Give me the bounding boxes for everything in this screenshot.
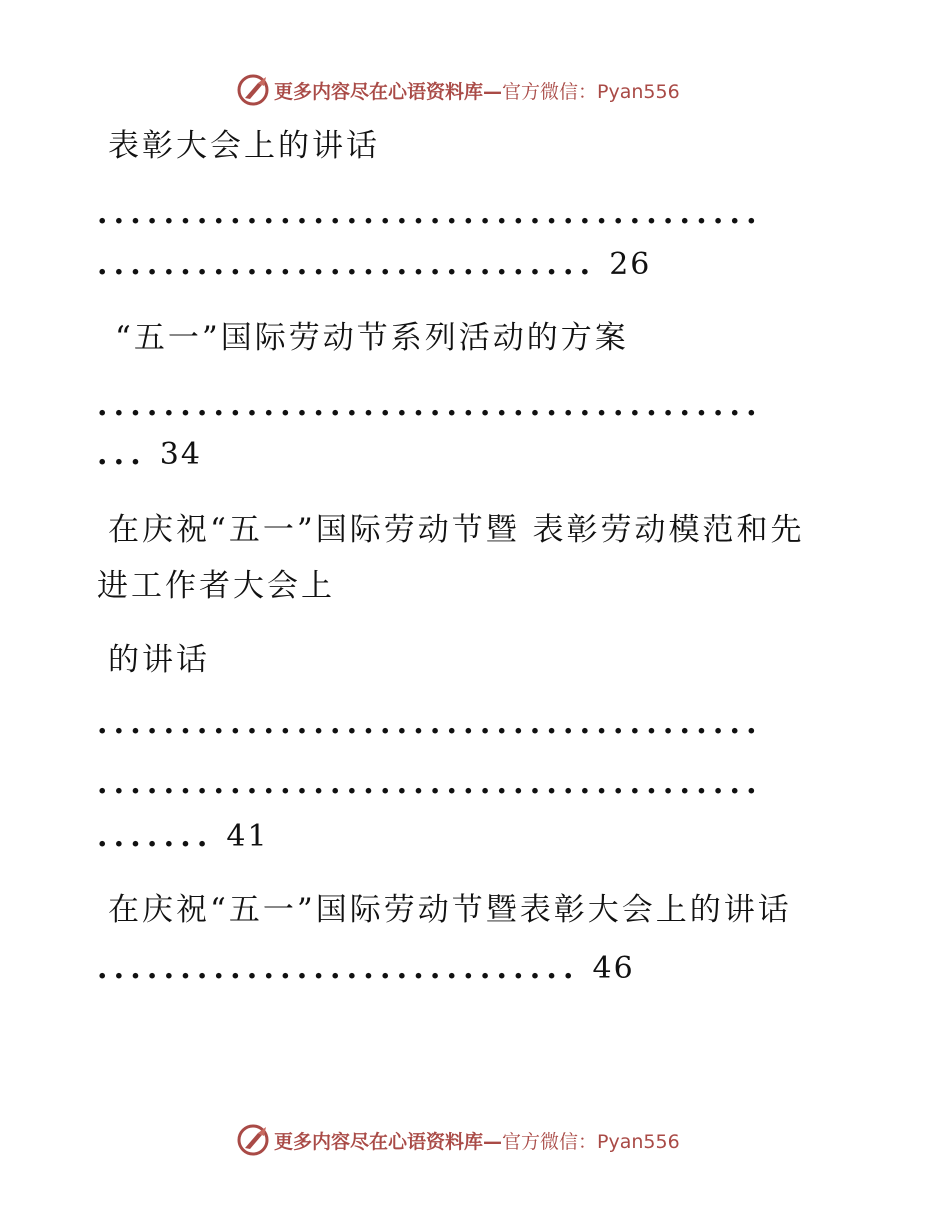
toc-entry-title: 在庆祝“五一”国际劳动节暨表彰大会上的讲话 [108, 892, 792, 928]
toc-page-number: 34 [159, 437, 202, 472]
banner-wechat: 官方微信：Pyan556 [502, 1130, 680, 1153]
toc-page-number: 26 [609, 247, 652, 282]
toc-leader-dots: ........................................ [97, 706, 763, 741]
toc-leader-dots: ........................................ [97, 766, 763, 801]
toc-leader-dots: ... [97, 437, 147, 472]
quill-logo-icon [236, 1123, 270, 1157]
banner-wechat: 官方微信：Pyan556 [502, 80, 680, 103]
header-watermark [236, 72, 680, 108]
toc-entry-title: “五一”国际劳动节系列活动的方案 [115, 320, 629, 356]
banner-text: 更多内容尽在心语资料库— [274, 1130, 503, 1153]
banner-text: 更多内容尽在心语资料库— [274, 80, 503, 103]
toc-leader-dots: ........................................ [97, 388, 763, 423]
toc-leader-line [97, 816, 857, 857]
toc-leader-dots: ........................................ [97, 196, 763, 231]
toc-page-number: 46 [592, 951, 635, 986]
toc-leader-line [97, 948, 857, 989]
toc-leader-line [97, 244, 857, 285]
toc-entry-title: 进工作者大会上 [97, 568, 335, 604]
toc-entry-title: 表彰大会上的讲话 [108, 128, 380, 164]
quill-logo-icon [236, 73, 270, 107]
toc-leader-dots: ....... [97, 819, 214, 854]
toc-entry-title: 的讲话 [108, 642, 210, 678]
toc-leader-dots: ............................. [97, 951, 580, 986]
toc-leader-dots: .............................. [97, 247, 597, 282]
footer-watermark [236, 1122, 680, 1158]
toc-page-number: 41 [226, 819, 269, 854]
toc-leader-line [97, 434, 857, 475]
toc-entry-title: 在庆祝“五一”国际劳动节暨 表彰劳动模范和先 [108, 512, 805, 548]
